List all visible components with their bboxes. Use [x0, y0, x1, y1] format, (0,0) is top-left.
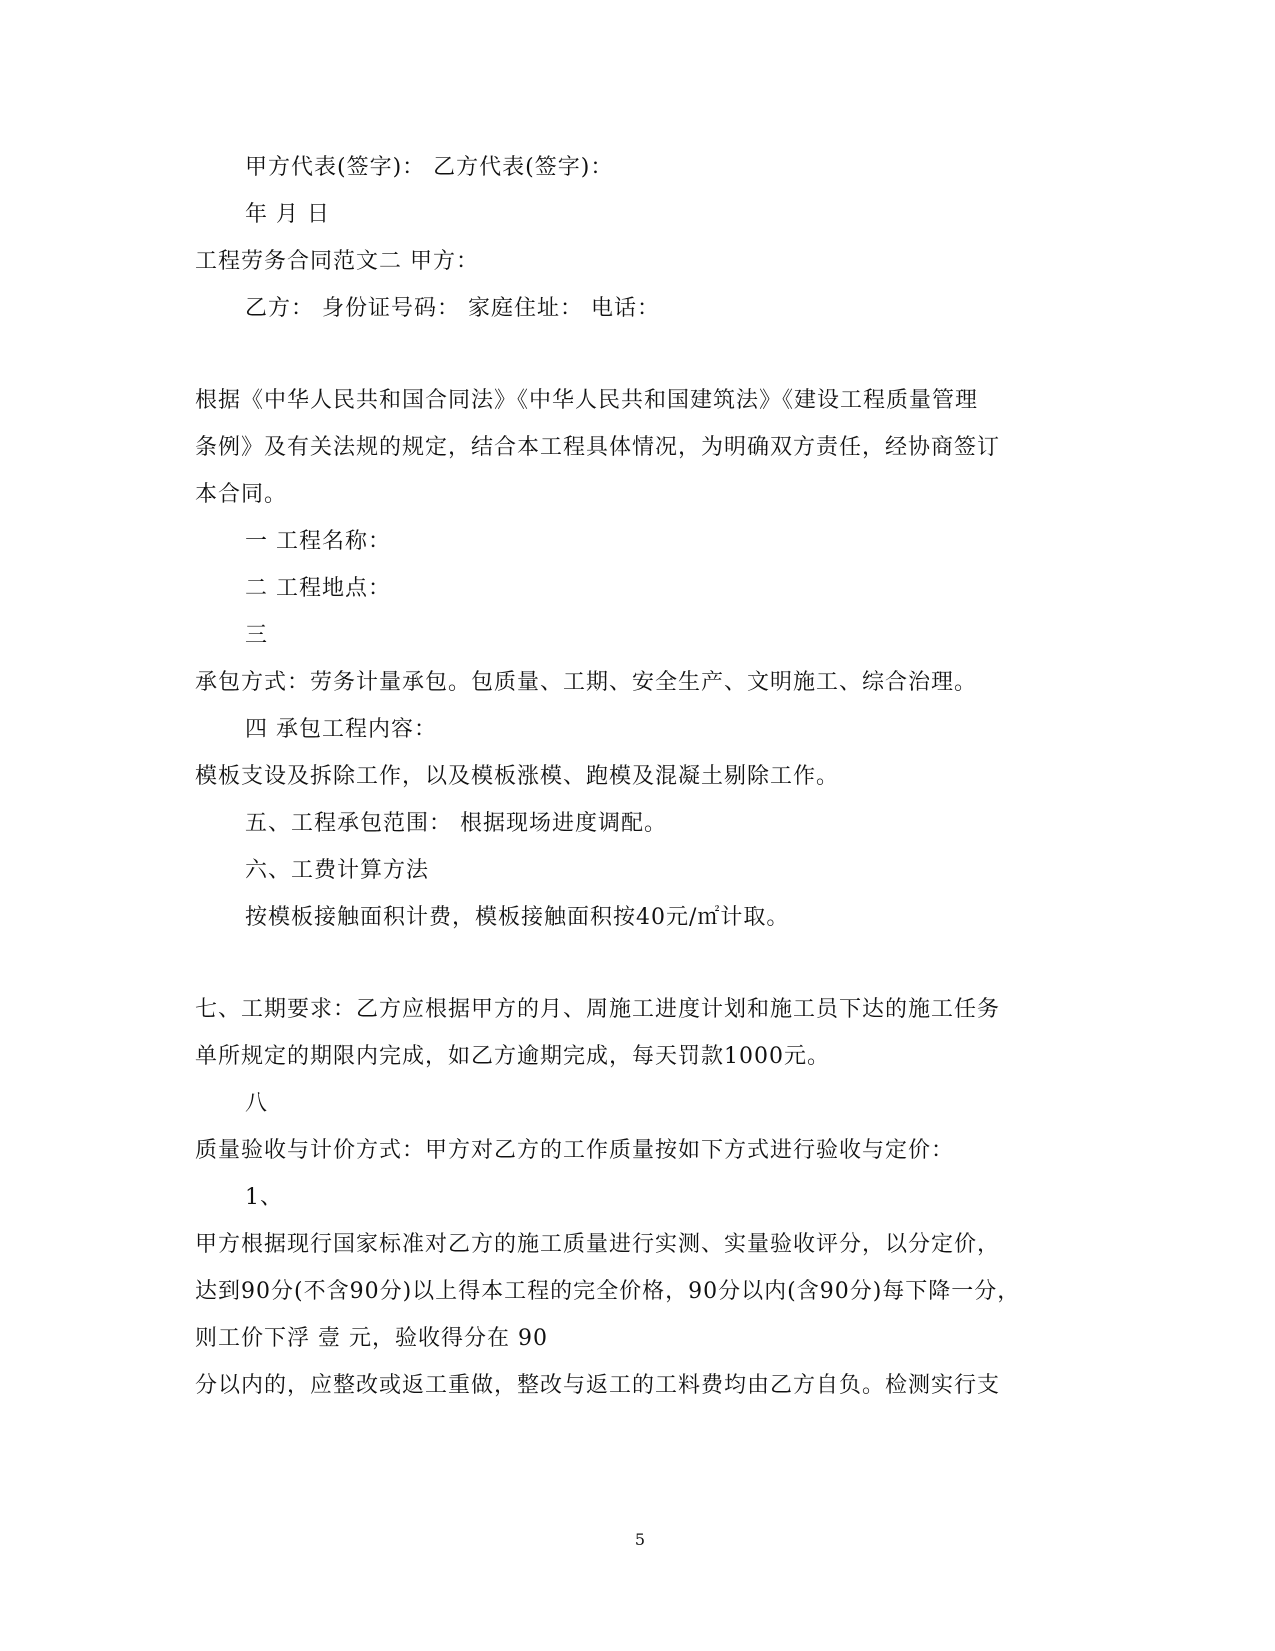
clause-5-scope: 五、工程承包范围： 根据现场进度调配。 — [245, 811, 667, 836]
party-b-info-line: 乙方： 身份证号码： 家庭住址： 电话： — [245, 296, 660, 321]
clause-2-project-location: 二 工程地点： — [245, 576, 391, 601]
page-number: 5 — [634, 1530, 646, 1549]
clause-7-line-1: 七、工期要求：乙方应根据甲方的月、周施工进度计划和施工员下达的施工任务 — [195, 997, 1001, 1022]
signature-line: 甲方代表(签字)： 乙方代表(签字)： — [245, 155, 614, 180]
date-line: 年 月 日 — [245, 202, 330, 227]
clause-8-item-1-number: 1、 — [245, 1185, 283, 1210]
clause-3-contract-mode: 承包方式：劳务计量承包。包质量、工期、安全生产、文明施工、综合治理。 — [195, 670, 978, 695]
clause-8-number: 八 — [245, 1091, 269, 1116]
clause-1-project-name: 一 工程名称： — [245, 529, 391, 554]
clause-6-content: 按模板接触面积计费，模板接触面积按40元/㎡计取。 — [245, 905, 790, 930]
clause-8-item-1-line-4: 分以内的，应整改或返工重做，整改与返工的工料费均由乙方自负。检测实行支 — [195, 1373, 1001, 1398]
preamble-line-3: 本合同。 — [195, 482, 288, 507]
clause-6-heading: 六、工费计算方法 — [245, 858, 430, 883]
preamble-line-2: 条例》及有关法规的规定，结合本工程具体情况，为明确双方责任，经协商签订 — [195, 435, 1001, 460]
clause-8-item-1-line-3: 则工价下浮 壹 元，验收得分在 90 — [195, 1326, 548, 1351]
clause-4-heading: 四 承包工程内容： — [245, 717, 437, 742]
clause-4-content: 模板支设及拆除工作，以及模板涨模、跑模及混凝土剔除工作。 — [195, 764, 840, 789]
preamble-line-1: 根据《中华人民共和国合同法》《中华人民共和国建筑法》《建设工程质量管理 — [195, 388, 979, 413]
clause-8-item-1-line-1: 甲方根据现行国家标准对乙方的施工质量进行实测、实量验收评分，以分定价， — [195, 1232, 1001, 1257]
clause-8-item-1-line-2: 达到90分(不含90分)以上得本工程的完全价格，90分以内(含90分)每下降一分， — [195, 1279, 1021, 1304]
clause-7-line-2: 单所规定的期限内完成，如乙方逾期完成，每天罚款1000元。 — [195, 1044, 830, 1069]
clause-3-number: 三 — [245, 623, 269, 648]
clause-8-heading: 质量验收与计价方式：甲方对乙方的工作质量按如下方式进行验收与定价： — [195, 1138, 955, 1163]
contract-title-line: 工程劳务合同范文二 甲方： — [195, 249, 479, 274]
